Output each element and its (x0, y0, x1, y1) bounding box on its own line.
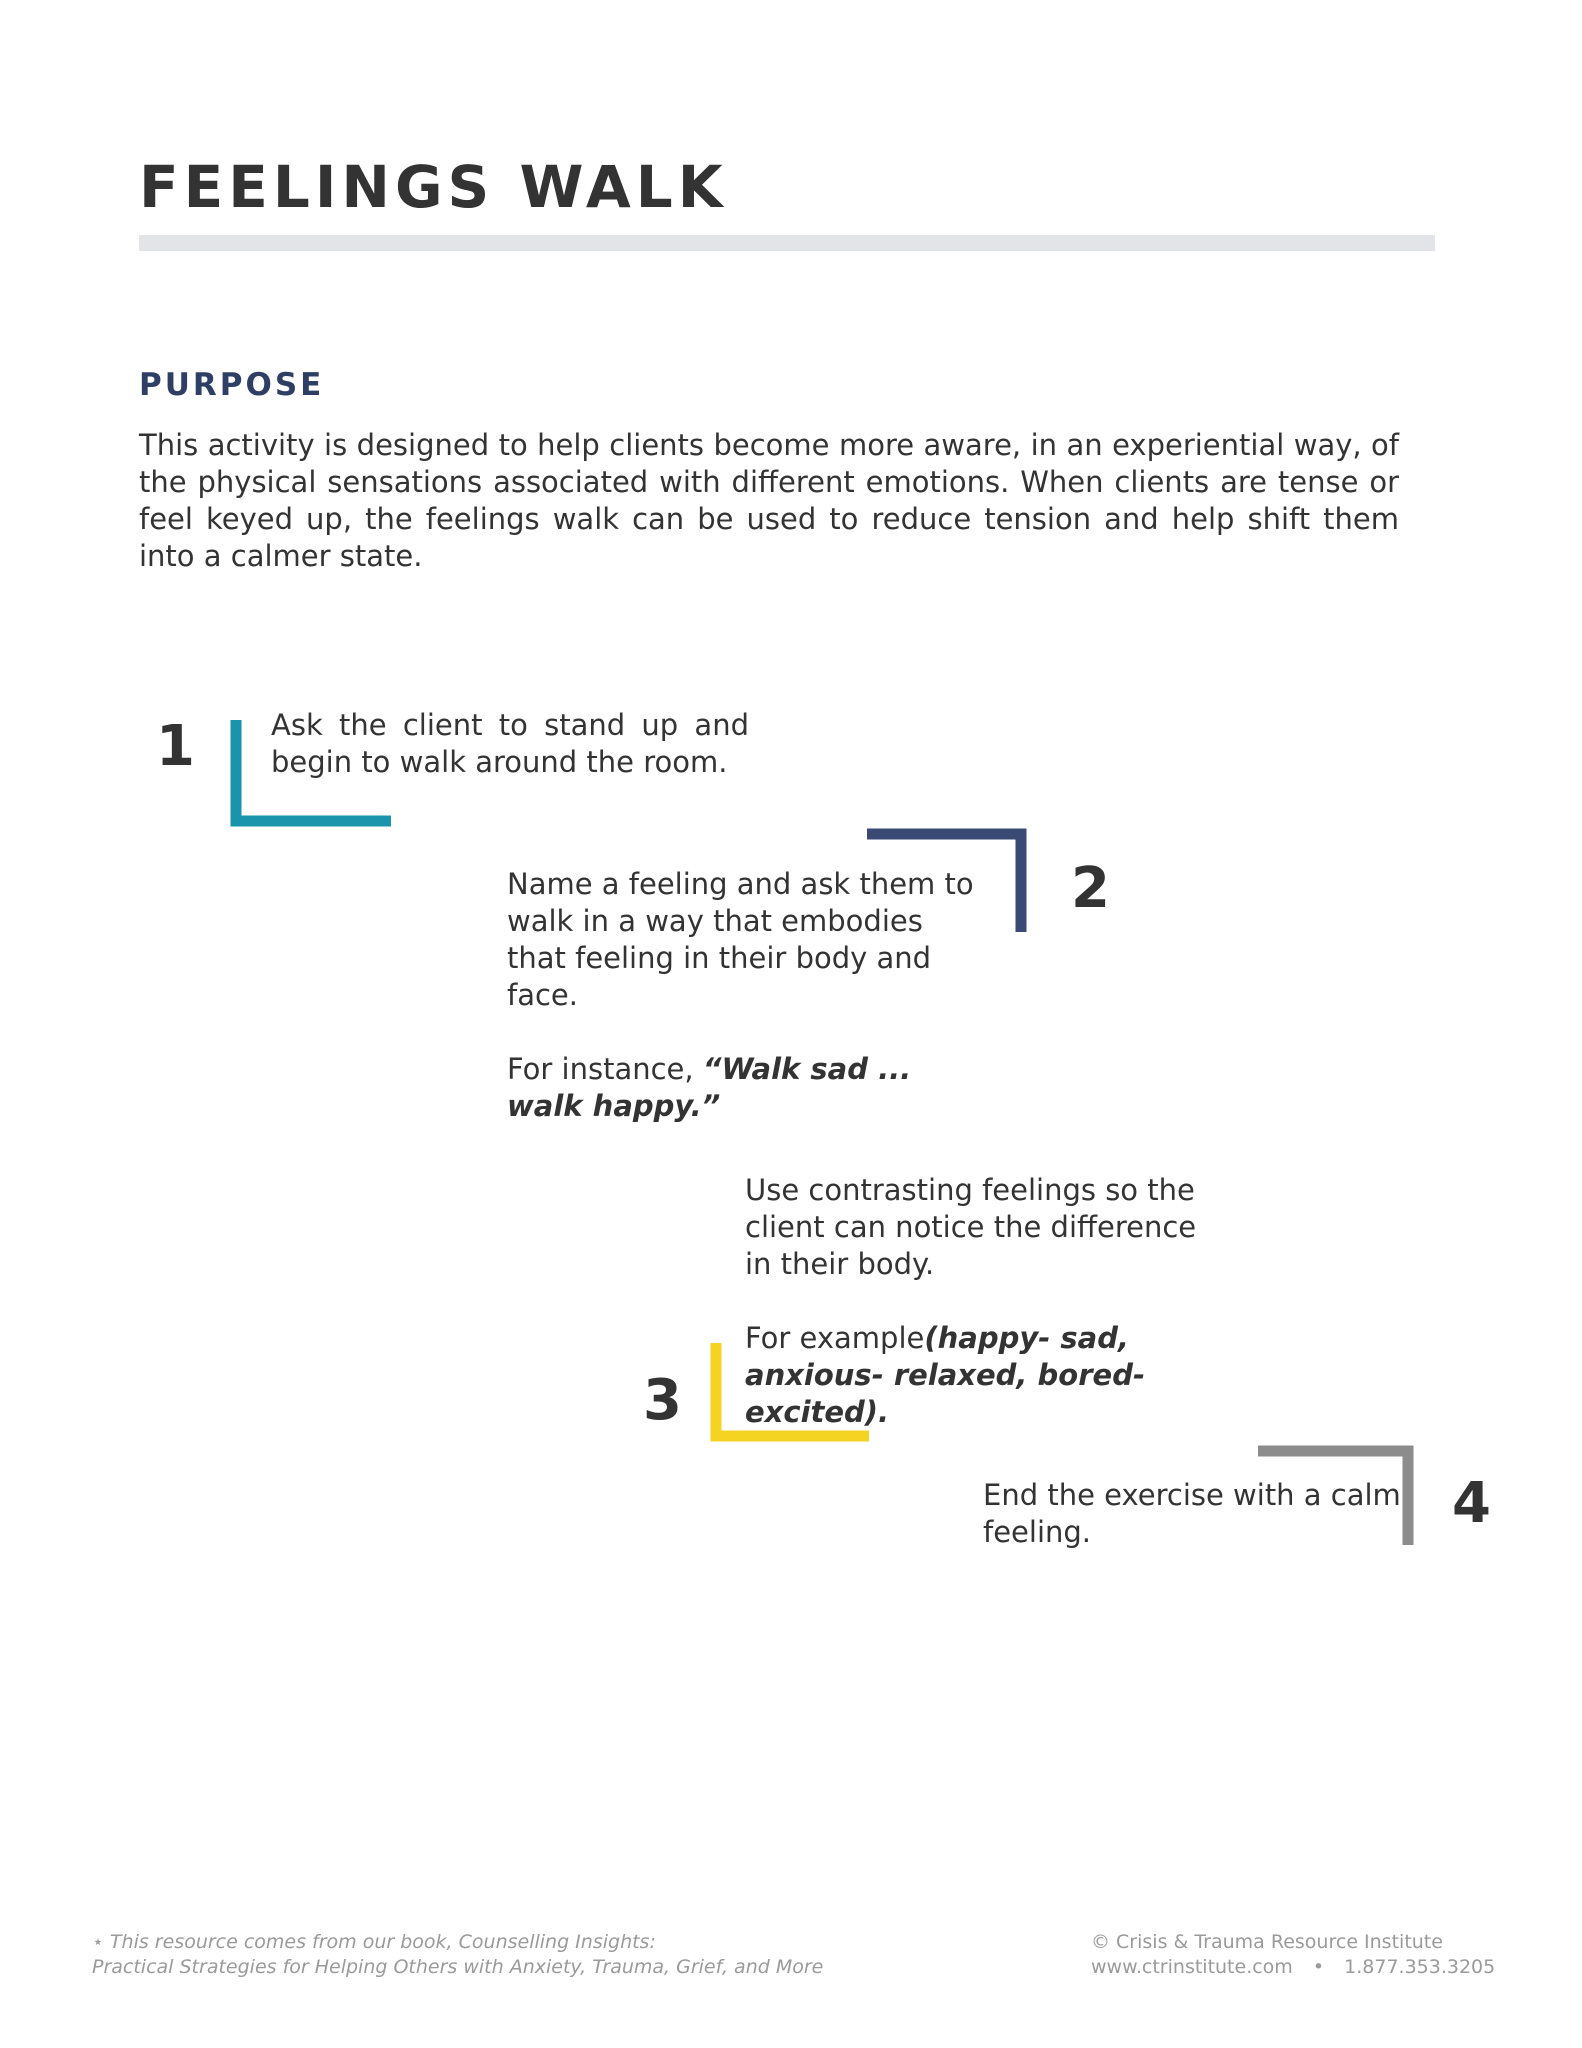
step-1-text: Ask the client to stand up and begin to walk around the room. (271, 708, 749, 779)
page-title: FEELINGS WALK (139, 153, 728, 221)
step-2-text: Name a feeling and ask them to walk in a way that embodies that feeling in their body and face. (507, 867, 974, 1012)
step-4-number: 4 (1452, 1471, 1491, 1536)
step-3-bracket (710, 1343, 870, 1443)
step-2-example (507, 1051, 983, 1125)
footer-contact (1091, 1930, 1495, 1980)
footer-source-line-1: ⋆ This resource comes from our book, Counselling Insights: (92, 1931, 656, 1953)
title-divider (139, 235, 1435, 251)
step-3-text: Use contrasting feelings so the client can notice the difference in their body. (745, 1173, 1197, 1281)
step-4-text: End the exercise with a calm feeling. (983, 1478, 1401, 1549)
step-1-number: 1 (156, 714, 195, 779)
footer-phone: 1.877.353.3205 (1344, 1956, 1496, 1978)
purpose-heading: PURPOSE (139, 367, 325, 403)
footer-organization: © Crisis & Trauma Resource Institute (1091, 1931, 1443, 1953)
step-3-example-prefix: For example (745, 1321, 925, 1355)
footer-separator: • (1312, 1956, 1325, 1978)
step-2-example-quote: “Walk sad ... walk happy.” (507, 1052, 912, 1123)
step-3-example-pairs: (happy- sad, anxious- relaxed, bored- excited). (745, 1321, 1145, 1429)
footer-contact-line (1091, 1955, 1495, 1980)
step-2-number: 2 (1071, 856, 1110, 921)
step-2-example-prefix: For instance, (507, 1052, 694, 1086)
footer-source (92, 1930, 823, 1980)
footer-source-line-2: Practical Strategies for Helping Others with Anxiety, Trauma, Grief, and More (92, 1956, 824, 1978)
footer-website-link[interactable]: www.ctrinstitute.com (1091, 1956, 1293, 1978)
step-3-number: 3 (643, 1368, 682, 1433)
purpose-text: This activity is designed to help clients become more aware, in an experiential way, of the physical sensations associated with different emotions. When clients are tense or feel keyed up, the feelings walk can be used to reduce tension and help shift them into a calmer state. (139, 428, 1399, 573)
step-2-content (507, 866, 983, 1125)
